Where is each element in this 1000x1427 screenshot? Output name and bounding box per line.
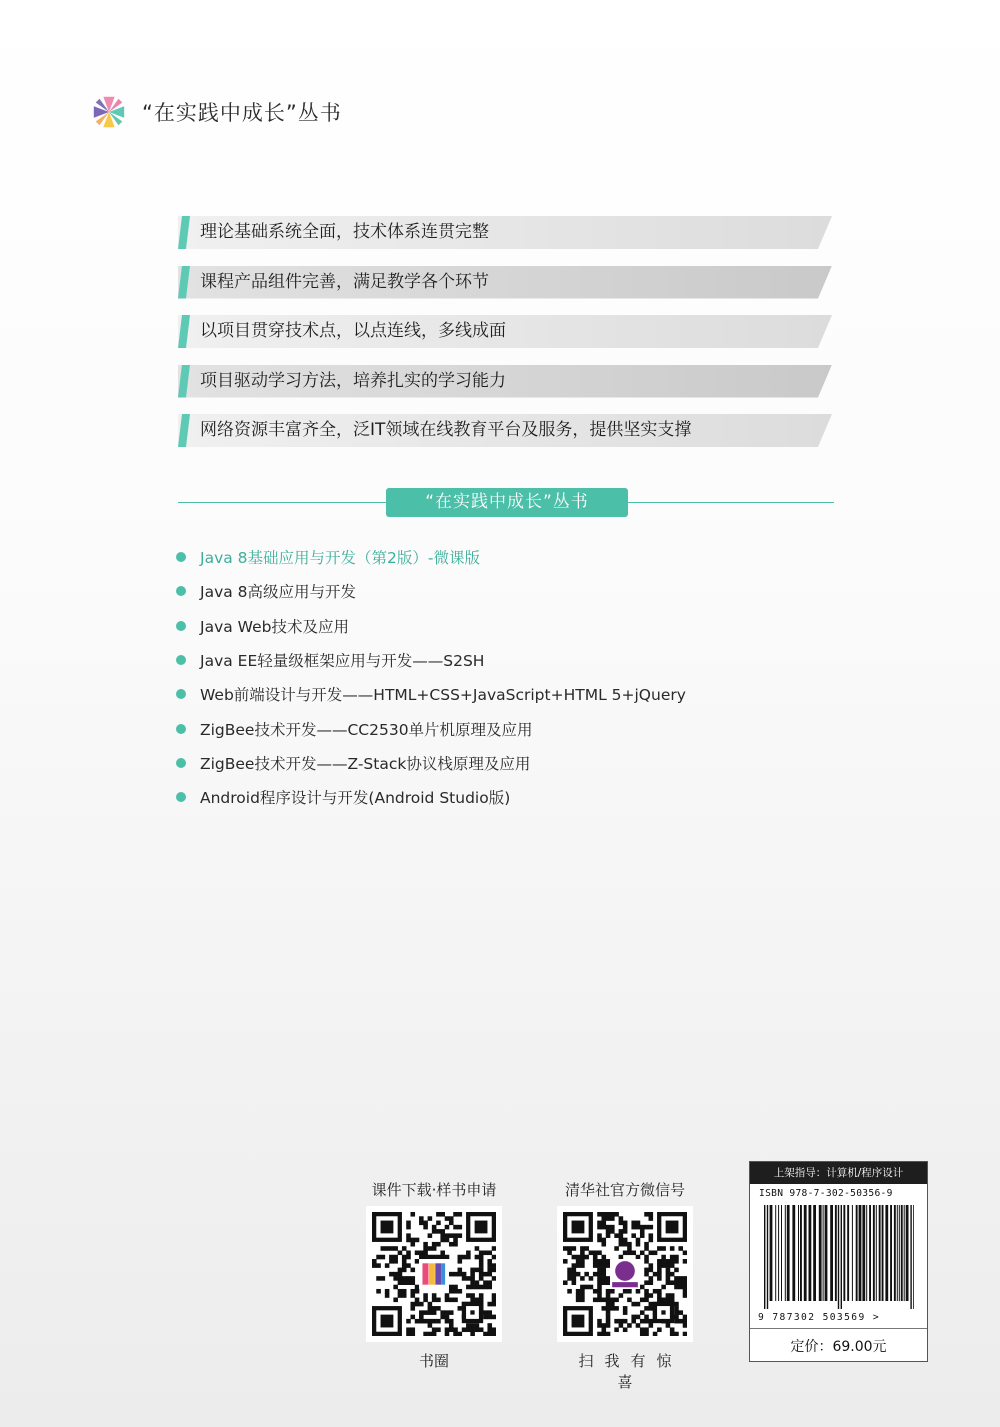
series-header — [90, 92, 342, 132]
book-title: ZigBee技术开发——CC2530单片机原理及应用 — [200, 720, 533, 739]
bullet-dot-icon — [176, 792, 186, 802]
price-text: 定价：69.00元 — [790, 1339, 887, 1355]
feature-bar — [178, 315, 838, 348]
list-item — [176, 574, 686, 608]
book-title: Java EE轻量级框架应用与开发——S2SH — [200, 652, 485, 671]
list-item — [176, 711, 686, 745]
barcode-icon — [762, 1205, 914, 1311]
book-list — [176, 540, 686, 814]
book-title: Android程序设计与开发(Android Studio版) — [200, 789, 511, 808]
list-item — [176, 780, 686, 814]
feature-text: 课程产品组件完善，满足教学各个环节 — [200, 271, 489, 292]
feature-bar — [178, 216, 838, 249]
series-divider — [178, 488, 834, 518]
book-title: Java Web技术及应用 — [200, 617, 349, 636]
bullet-dot-icon — [176, 724, 186, 734]
feature-bar — [178, 414, 838, 447]
feature-list — [178, 216, 838, 464]
qr-label: 书圈 — [418, 1352, 449, 1370]
list-item — [176, 746, 686, 780]
feature-bar — [178, 365, 838, 398]
qr-code-icon — [372, 1212, 496, 1336]
list-item — [176, 643, 686, 677]
qr-block-shuquan — [364, 1178, 504, 1371]
divider-label: “在实践中成长”丛书 — [386, 488, 628, 517]
barcode-card — [749, 1161, 928, 1362]
price-divider — [750, 1328, 927, 1329]
bullet-dot-icon — [176, 758, 186, 768]
feature-text: 理论基础系统全面，技术体系连贯完整 — [200, 222, 489, 242]
feature-text: 项目驱动学习方法，培养扎实的学习能力 — [200, 370, 506, 391]
qr-block-wechat — [555, 1178, 695, 1392]
feature-bar — [178, 266, 838, 299]
qr-code-icon — [563, 1212, 687, 1336]
bullet-dot-icon — [176, 586, 186, 596]
book-title: ZigBee技术开发——Z-Stack协议栈原理及应用 — [200, 754, 531, 773]
qr-code-image — [557, 1206, 693, 1342]
qr-label: 扫我有惊喜 — [578, 1352, 683, 1391]
pinwheel-logo-icon — [90, 93, 128, 131]
list-item — [176, 540, 686, 574]
feature-text: 以项目贯穿技术点，以点连线，多线成面 — [200, 321, 506, 341]
list-item — [176, 609, 686, 643]
series-title: “在实践中成长”丛书 — [142, 101, 342, 125]
bullet-dot-icon — [176, 689, 186, 699]
qr-code-image — [366, 1206, 502, 1342]
bullet-dot-icon — [176, 552, 186, 562]
qr-caption: 清华社官方微信号 — [564, 1181, 685, 1199]
isbn-text: ISBN 978-7-302-50356-9 — [759, 1188, 893, 1199]
feature-text: 网络资源丰富齐全，泛IT领域在线教育平台及服务，提供坚实支撑 — [200, 420, 692, 440]
shelf-guide: 上架指导：计算机/程序设计 — [750, 1162, 927, 1184]
book-title: Web前端设计与开发——HTML+CSS+JavaScript+HTML 5+jQuery — [200, 686, 686, 705]
book-title: Java 8基础应用与开发（第2版）-微课版 — [200, 549, 480, 568]
bullet-dot-icon — [176, 621, 186, 631]
qr-caption: 课件下载·样书申请 — [371, 1181, 497, 1199]
isbn-digits: 9 787302 503569 > — [758, 1312, 880, 1323]
bullet-dot-icon — [176, 655, 186, 665]
list-item — [176, 677, 686, 711]
book-title: Java 8高级应用与开发 — [200, 583, 357, 602]
